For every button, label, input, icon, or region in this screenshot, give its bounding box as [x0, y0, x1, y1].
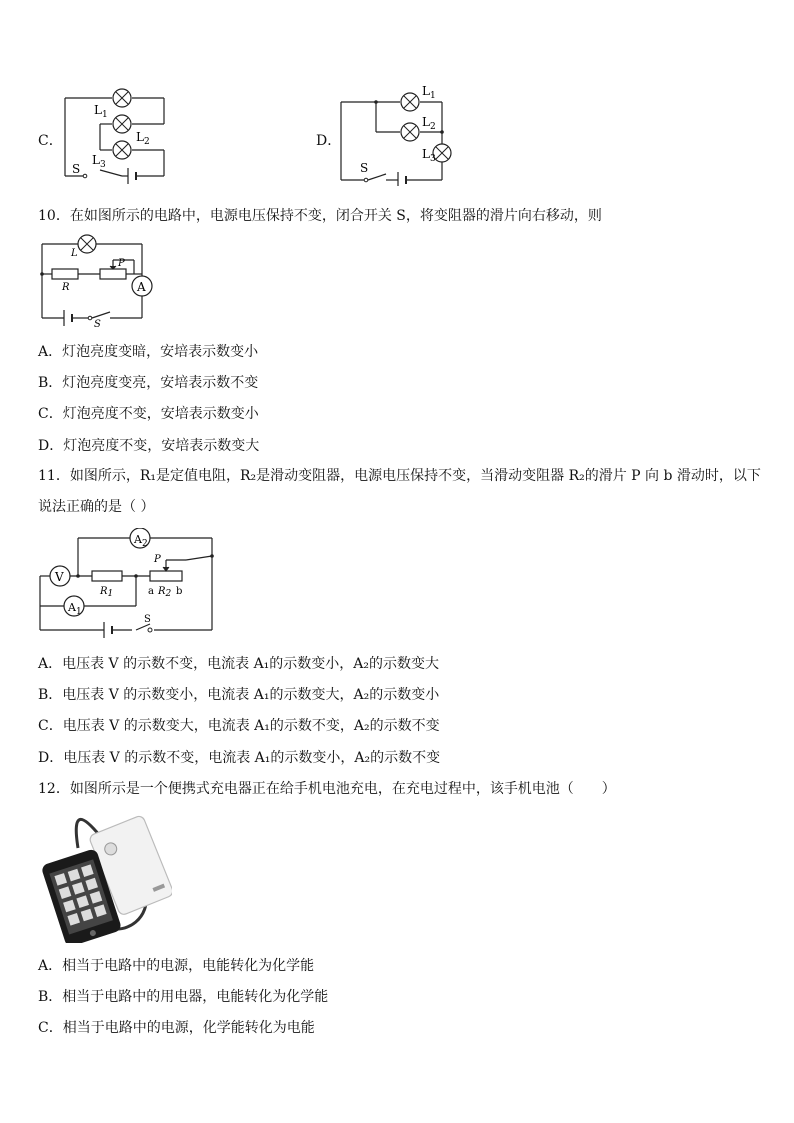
q12-option-b: B．相当于电路中的用电器，电能转化为化学能: [38, 989, 329, 1005]
q11-stem-line1: 11．如图所示，R₁是定值电阻，R₂是滑动变阻器，电源电压保持不变，当滑动变阻器 R₂的滑片 P 向 b 滑动时，以下: [38, 468, 761, 484]
q11-option-d: D．电压表 V 的示数不变，电流表 A₁的示数变小，A₂的示数不变: [38, 750, 441, 766]
label-s: S: [144, 614, 151, 625]
q11-stem-line2: 说法正确的是（ ）: [38, 499, 155, 515]
label-r2: R2: [158, 586, 172, 599]
q11-option-c: C．电压表 V 的示数变大，电流表 A₁的示数不变，A₂的示数不变: [38, 718, 440, 734]
q9-option-d-label: D．: [316, 133, 342, 149]
q10-option-b: B．灯泡亮度变亮，安培表示数不变: [38, 375, 259, 391]
q10-option-c: C．灯泡亮度不变，安培表示数变小: [38, 406, 259, 422]
q10-option-d: D．灯泡亮度不变，安培表示数变大: [38, 438, 260, 454]
svg-text:A1: $A_1$: [68, 601, 82, 617]
q11-circuit: [36, 528, 226, 638]
q11-option-b: B．电压表 V 的示数变小，电流表 A₁的示数变大，A₂的示数变小: [38, 687, 440, 703]
label-s: S: [94, 319, 101, 327]
label-p: P: [154, 554, 161, 565]
label-a: a: [148, 586, 154, 597]
q12-option-a: A．相当于电路中的电源，电能转化为化学能: [38, 958, 315, 974]
label-s: S: [72, 162, 81, 176]
label-l3: $L_3$: [92, 153, 106, 170]
label-p: P: [118, 258, 125, 269]
q10-circuit: [38, 232, 158, 327]
label-b: b: [176, 586, 183, 597]
q11-option-a: A．电压表 V 的示数不变，电流表 A₁的示数变小，A₂的示数变大: [38, 656, 440, 672]
label-l: L: [71, 248, 78, 259]
q12-stem: 12．如图所示是一个便携式充电器正在给手机电池充电，在充电过程中，该手机电池（ ）: [38, 781, 616, 797]
label-l3: $L_3$: [422, 147, 436, 164]
q9-option-c-label: C．: [38, 133, 63, 149]
label-r: R: [62, 282, 70, 293]
label-l2: $L_2$: [136, 130, 150, 147]
q12-charger-phone-illustration: [42, 808, 172, 943]
q9-circuit-d: [336, 86, 466, 186]
label-l2: $L_2$: [422, 115, 436, 132]
q10-stem: 10．在如图所示的电路中，电源电压保持不变，闭合开关 S，将变阻器的滑片向右移动，则: [38, 208, 602, 224]
label-s: S: [360, 161, 369, 175]
label-l1: $L_1$: [422, 86, 436, 101]
q10-option-a: A．灯泡亮度变暗，安培表示数变小: [38, 344, 259, 360]
svg-text:A2: $A_2$: [134, 533, 148, 549]
label-r1: R1: [100, 586, 114, 599]
q9-circuit-c: [60, 88, 190, 188]
label-l1: $L_1$: [94, 103, 108, 120]
svg-text:V: V: [55, 570, 64, 584]
svg-text:A: A: [137, 280, 146, 294]
q12-option-c: C．相当于电路中的电源，化学能转化为电能: [38, 1020, 315, 1036]
